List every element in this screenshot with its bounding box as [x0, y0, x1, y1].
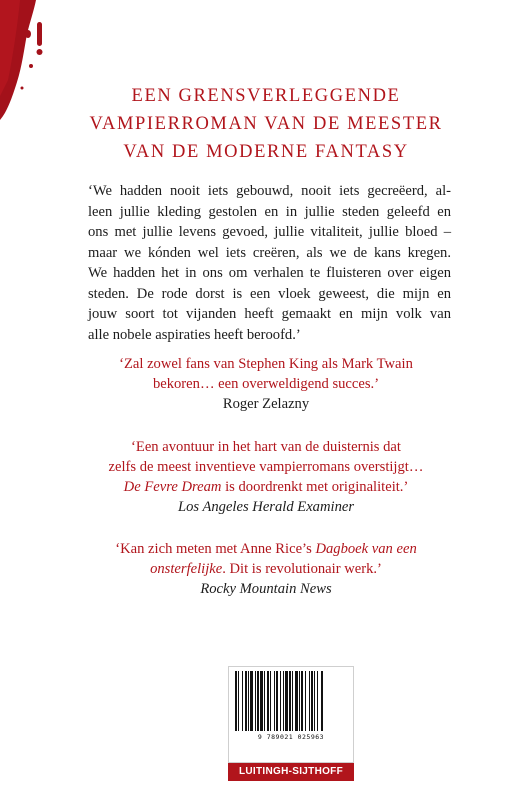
review-attribution: Rocky Mountain News — [200, 581, 332, 597]
blurb-line: We hadden het in ons om verhalen te fluisteren over eigen — [88, 265, 451, 281]
barcode-bar — [257, 671, 259, 731]
review-text: ‘Kan zich meten met Anne Rice’s — [115, 541, 316, 557]
barcode-bar — [283, 671, 284, 731]
barcode-bar — [264, 671, 265, 731]
review-attribution: Roger Zelazny — [222, 396, 310, 412]
barcode-bar — [301, 671, 303, 731]
review-attribution: Los Angeles Herald Examiner — [177, 499, 355, 515]
barcode-bar — [235, 671, 237, 731]
book-title: De Fevre Dream — [123, 479, 222, 495]
review-text: ‘Een avontuur in het hart van de duisternis dat — [131, 439, 401, 455]
blurb-line: ‘We hadden nooit iets gebouwd, nooit iets gecreëerd, al- — [88, 183, 451, 199]
headline — [0, 82, 532, 166]
barcode-bar — [280, 671, 281, 731]
barcode-bar — [309, 671, 310, 731]
barcode-bar — [267, 671, 269, 731]
review-quote-rocky-mountain — [0, 539, 532, 599]
barcode-bar — [248, 671, 249, 731]
barcode-bar — [245, 671, 247, 731]
barcode-bar — [289, 671, 291, 731]
book-title: Dagboek van een — [315, 541, 417, 557]
review-text: zelfs de meest inventieve vampierromans overstijgt… — [108, 459, 424, 475]
barcode-bar — [317, 671, 318, 731]
blurb-line: ons met jullie levens gevoed, jullie vitaliteit, jullie bloed – — [88, 224, 451, 240]
review-text-line — [0, 477, 532, 497]
book-title: onsterfelijke — [150, 561, 223, 577]
review-text-line — [0, 539, 532, 559]
barcode-bar — [314, 671, 315, 731]
barcode — [228, 666, 354, 763]
barcode-bar — [274, 671, 275, 731]
blurb-line: jouw soort tot vijanden heeft gemaakt en mijn volk van — [88, 306, 451, 322]
barcode-bar — [270, 671, 271, 731]
review-text: is doordrenkt met originaliteit.’ — [221, 479, 409, 495]
review-text-line — [0, 559, 532, 579]
isbn-number: 9 789021 025963 — [257, 733, 325, 741]
barcode-bar — [292, 671, 293, 731]
blurb-line: alle nobele aspiraties heeft beroofd.’ — [88, 326, 301, 343]
barcode-bar — [299, 671, 300, 731]
barcode-bar — [250, 671, 253, 731]
blurb-quote — [88, 181, 451, 345]
barcode-bar — [238, 671, 239, 731]
review-text: . Dit is revolutionair werk.’ — [222, 561, 382, 577]
barcode-bar — [295, 671, 298, 731]
headline-line: VAMPIERROMAN VAN DE MEESTER — [89, 114, 443, 134]
headline-line: VAN DE MODERNE FANTASY — [123, 142, 409, 162]
barcode-bar — [321, 671, 323, 731]
barcode-bar — [276, 671, 278, 731]
barcode-bar — [285, 671, 288, 731]
blurb-line: leen jullie kleding gestolen en in jullie steden geleefd en — [88, 203, 451, 220]
barcode-bar — [311, 671, 313, 731]
barcode-bar — [305, 671, 306, 731]
blurb-line: maar we kónden wel iets creëren, als we de kans kregen. — [88, 244, 451, 261]
barcode-bar — [260, 671, 263, 731]
barcode-bar — [242, 671, 243, 731]
barcode-bars — [233, 671, 349, 733]
barcode-bar — [255, 671, 256, 731]
review-text: ‘Zal zowel fans van Stephen King als Mark Twain — [119, 356, 413, 372]
review-quote-zelazny — [0, 354, 532, 414]
review-quote-herald — [0, 437, 532, 517]
blurb-line: steden. De rode dorst is een vloek geweest, die mijn en — [88, 285, 451, 302]
headline-line: EEN GRENSVERLEGGENDE — [131, 86, 401, 106]
publisher-logo: LUITINGH-SIJTHOFF — [228, 763, 354, 781]
review-text: bekoren… een overweldigend succes.’ — [152, 376, 380, 392]
